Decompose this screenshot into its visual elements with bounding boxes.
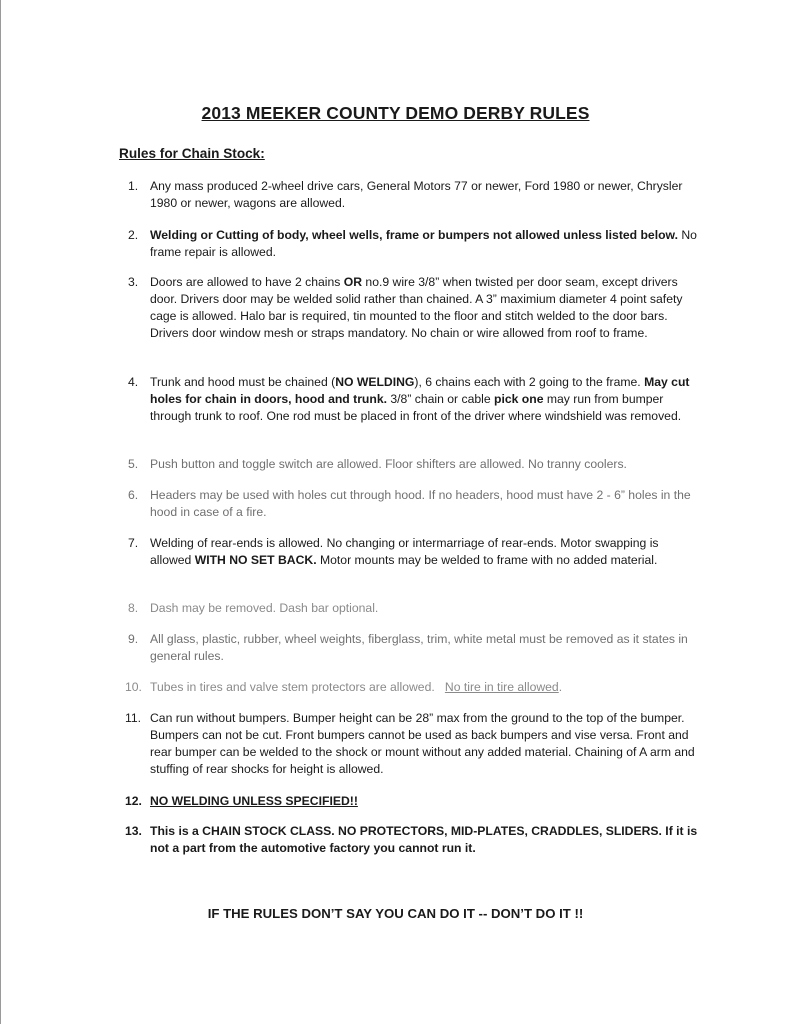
page-edge	[0, 0, 1, 1024]
rule-text: This is a CHAIN STOCK CLASS. NO PROTECTORS, MID-PLATES, CRADDLES, SLIDERS. If it is not a part from the automotive factory you cannot run it.	[150, 824, 698, 855]
rule-text: Headers may be used with holes cut through hood. If no headers, hood must have 2 - 6” holes in the hood in case of a fire.	[150, 488, 691, 519]
rule-bold-text: OR	[343, 275, 363, 289]
rule-bold-text: NO WELDING	[335, 375, 415, 389]
rule-bold-text: WITH NO SET BACK.	[194, 553, 317, 567]
rule-text	[150, 535, 698, 569]
rule-bold-text: May cut holes for chain in doors, hood and trunk.	[150, 375, 690, 406]
rule-bold-text: pick one	[494, 392, 544, 406]
rule-text-part: Doors are allowed to have 2 chains	[150, 275, 344, 289]
section-heading: Rules for Chain Stock:	[119, 146, 265, 161]
rule-text-part: Welding of rear-ends is allowed. No changing or intermarriage of rear-ends. Motor swapping is allowed	[150, 536, 659, 567]
page-title: 2013 MEEKER COUNTY DEMO DERBY RULES	[201, 103, 590, 123]
footer-statement: IF THE RULES DON’T SAY YOU CAN DO IT -- DON’T DO IT !!	[207, 906, 584, 921]
rule-number: 2.	[128, 228, 139, 242]
rule-text-part: 3/8” chain or cable	[386, 392, 495, 406]
rule-text: NO WELDING UNLESS SPECIFIED!!	[150, 794, 358, 808]
rule-text-part: ), 6 chains each with 2 going to the frame.	[414, 375, 645, 389]
rule-text	[150, 227, 698, 261]
rule-text: Dash may be removed. Dash bar optional.	[150, 601, 379, 615]
rule-text-part: Motor mounts may be welded to frame with no added material.	[316, 553, 658, 567]
rule-text: Any mass produced 2-wheel drive cars, General Motors 77 or newer, Ford 1980 or newer, Chrysler 1980 or newer, wagons are allowed.	[150, 179, 683, 210]
rule-text-part: no.9 wire 3/8” when twisted per door seam, except drivers door. Drivers door may be welded solid rather than chained. A 3” maximium diameter 4 point safety cage is allowed. Halo bar is required, tin mounted to the floor and stitch welded to the door bars. Drivers door window mesh or straps mandatory. No chain or wire allowed from roof to frame.	[150, 275, 683, 340]
rule-text: All glass, plastic, rubber, wheel weights, fiberglass, trim, white metal must be removed as it states in general rules.	[150, 632, 688, 663]
rule-number: 3.	[128, 275, 139, 289]
rule-number: 9.	[128, 632, 139, 646]
rule-text-part: Trunk and hood must be chained (	[150, 375, 336, 389]
rule-plain-text: Tubes in tires and valve stem protectors are allowed.	[150, 680, 435, 694]
rule-text-end: .	[558, 680, 563, 694]
rule-text	[150, 274, 698, 342]
rule-number: 7.	[128, 536, 139, 550]
rule-plain-text: No frame repair is allowed.	[150, 228, 697, 259]
rule-number: 11.	[125, 711, 142, 725]
rule-number: 6.	[128, 488, 139, 502]
rule-number: 13.	[125, 824, 142, 838]
rule-bold-text: Welding or Cutting of body, wheel wells, frame or bumpers not allowed unless listed below.	[150, 228, 678, 242]
rule-number: 5.	[128, 457, 139, 471]
rule-text: Can run without bumpers. Bumper height can be 28” max from the ground to the top of the bumper. Bumpers can not be cut. Front bumpers cannot be used as back bumpers and vise versa. Front and rear bumper can be welded to the shock or mount without any added material. Chaining of A arm and stuffing of rear shocks for height is allowed.	[150, 711, 695, 776]
rule-underlined-text: No tire in tire allowed	[444, 680, 559, 694]
rule-number: 4.	[128, 375, 139, 389]
rule-number: 8.	[128, 601, 139, 615]
rule-text	[150, 679, 698, 696]
rule-number: 10.	[125, 680, 142, 694]
rule-text: Push button and toggle switch are allowed. Floor shifters are allowed. No tranny coolers.	[150, 457, 627, 471]
rule-text	[150, 374, 698, 425]
rule-number: 12.	[125, 794, 142, 808]
rule-number: 1.	[128, 179, 139, 193]
rule-text-part: may run from bumper through trunk to roof. One rod must be placed in front of the driver where windshield was removed.	[150, 392, 682, 423]
